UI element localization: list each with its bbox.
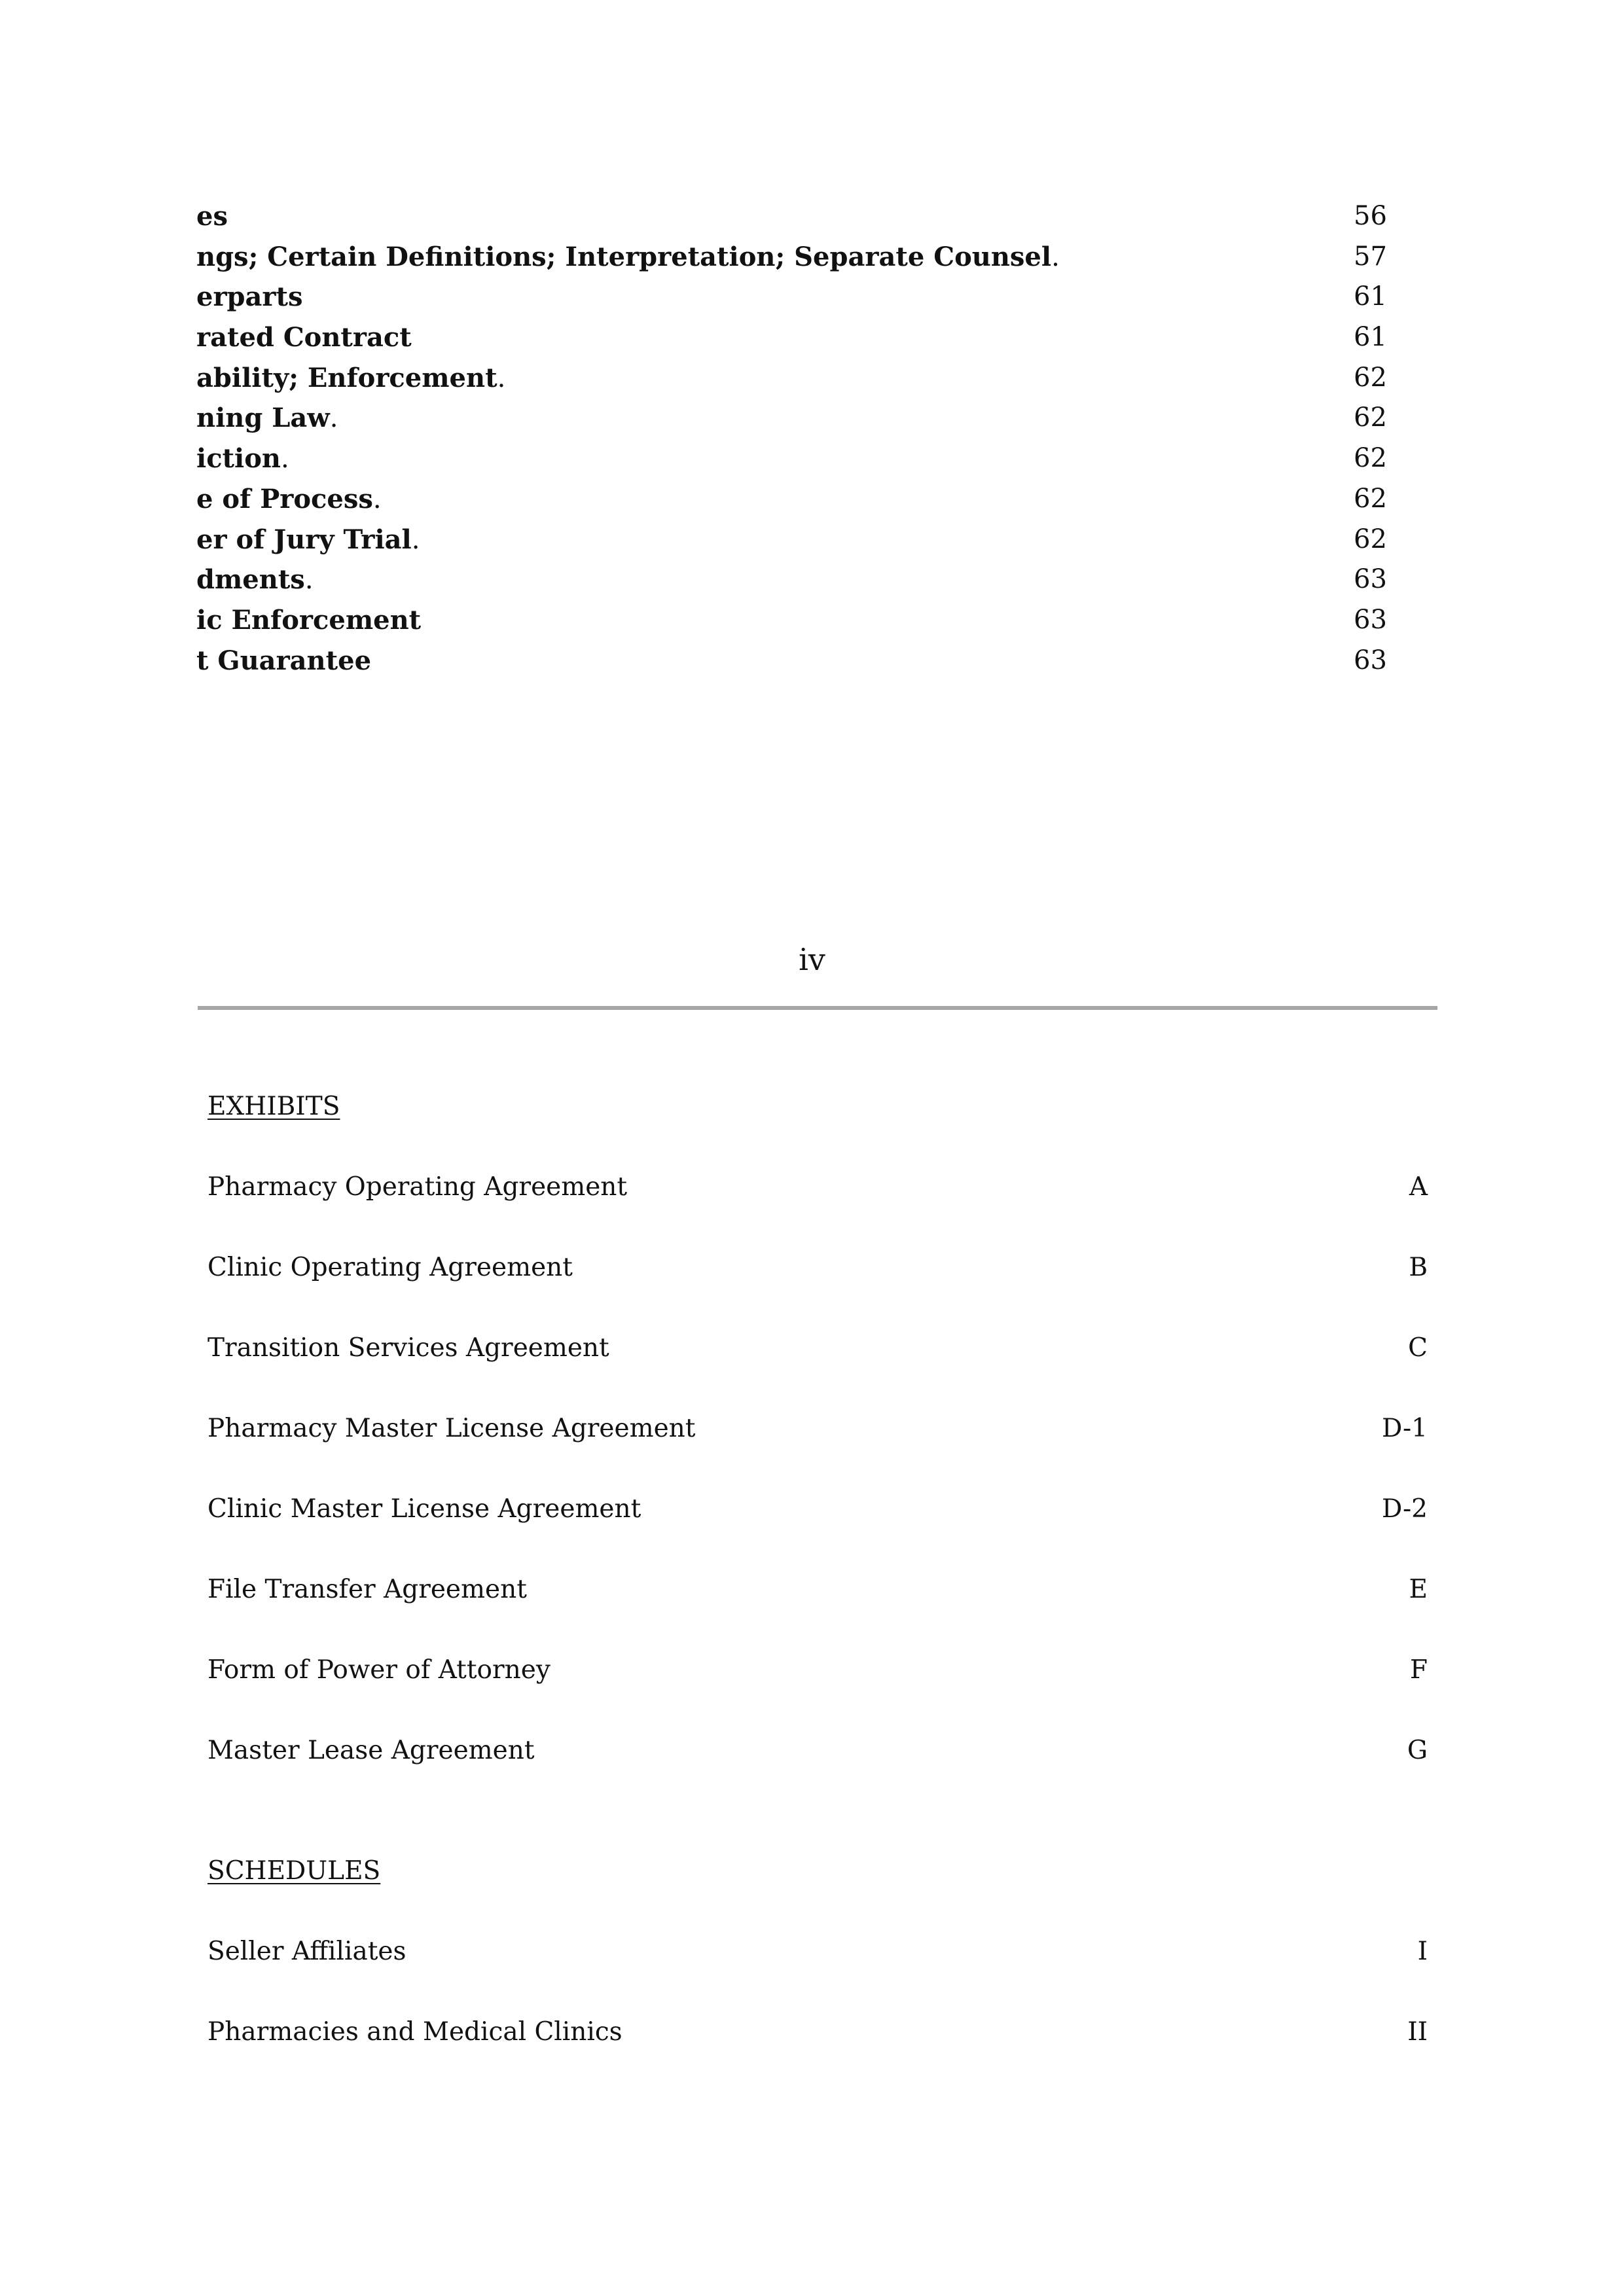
exhibit-letter: F [1409, 1655, 1428, 1685]
schedule-row [208, 1932, 1428, 1971]
exhibit-title: Clinic Master License Agreement [208, 1494, 641, 1524]
toc-entry-page: 62 [1354, 524, 1387, 554]
exhibit-letter: D-1 [1382, 1414, 1428, 1443]
exhibit-letter: C [1408, 1333, 1428, 1363]
toc-row [196, 398, 1387, 439]
toc-entry-page: 63 [1354, 645, 1387, 675]
toc-row [196, 600, 1387, 641]
exhibits-heading: EXHIBITS [208, 1092, 340, 1121]
schedule-row [208, 2013, 1428, 2052]
exhibit-row [208, 1651, 1428, 1690]
toc-entry-title: rated Contract [196, 322, 412, 353]
toc-entry-page: 62 [1354, 483, 1387, 514]
toc-row [196, 277, 1387, 317]
toc-entry-title: ning Law. [196, 403, 338, 434]
schedule-title: Seller Affiliates [208, 1937, 406, 1966]
toc-entry-title: t Guarantee [196, 645, 372, 676]
exhibit-title: Pharmacy Operating Agreement [208, 1172, 628, 1202]
exhibit-letter: B [1409, 1253, 1428, 1282]
toc-entry-page: 62 [1354, 403, 1387, 433]
toc-row [196, 520, 1387, 560]
exhibit-row [208, 1329, 1428, 1368]
toc-entry-page: 63 [1354, 604, 1387, 635]
exhibit-row [208, 1409, 1428, 1448]
toc-entry-title: ability; Enforcement. [196, 362, 506, 393]
exhibit-title: Form of Power of Attorney [208, 1655, 550, 1685]
toc-entry-title: er of Jury Trial. [196, 524, 420, 555]
toc-row [196, 317, 1387, 358]
schedule-number: I [1417, 1937, 1428, 1966]
toc-row [196, 479, 1387, 520]
exhibit-letter: G [1407, 1736, 1428, 1765]
toc-entry-page: 62 [1354, 362, 1387, 393]
toc-row [196, 560, 1387, 600]
exhibit-row [208, 1168, 1428, 1207]
exhibit-row [208, 1248, 1428, 1287]
toc-row [196, 641, 1387, 681]
schedules-heading: SCHEDULES [208, 1856, 381, 1886]
toc-entry-page: 63 [1354, 564, 1387, 595]
exhibit-letter: A [1409, 1172, 1428, 1202]
exhibit-row [208, 1490, 1428, 1529]
exhibit-title: Clinic Operating Agreement [208, 1253, 573, 1282]
toc-entry-title: ic Enforcement [196, 604, 422, 636]
page-break-divider [198, 1006, 1437, 1010]
exhibit-title: File Transfer Agreement [208, 1575, 527, 1604]
toc-row [196, 439, 1387, 479]
toc-entry-page: 62 [1354, 443, 1387, 474]
toc-entry-page: 61 [1354, 322, 1387, 353]
schedule-title: Pharmacies and Medical Clinics [208, 2017, 623, 2047]
toc-entry-page: 57 [1354, 241, 1387, 272]
exhibit-row [208, 1731, 1428, 1770]
exhibit-row [208, 1570, 1428, 1609]
toc-entry-title: e of Process. [196, 483, 382, 514]
toc-entry-page: 61 [1354, 281, 1387, 312]
toc-row [196, 358, 1387, 399]
schedule-number: II [1407, 2017, 1428, 2047]
toc-row [196, 237, 1387, 278]
exhibit-title: Master Lease Agreement [208, 1736, 535, 1765]
exhibit-letter: E [1409, 1575, 1428, 1604]
toc-list [196, 196, 1387, 681]
toc-entry-page: 56 [1354, 201, 1387, 231]
toc-entry-title: ngs; Certain Definitions; Interpretation; Separate Counsel. [196, 241, 1060, 272]
page-number: iv [799, 942, 825, 977]
toc-entry-title: dments. [196, 564, 314, 596]
exhibit-title: Transition Services Agreement [208, 1333, 609, 1363]
toc-row [196, 196, 1387, 237]
toc-entry-title: erparts [196, 281, 303, 313]
toc-entry-title: es [196, 201, 228, 232]
exhibit-letter: D-2 [1382, 1494, 1428, 1524]
exhibit-title: Pharmacy Master License Agreement [208, 1414, 696, 1443]
toc-entry-title: iction. [196, 443, 289, 475]
